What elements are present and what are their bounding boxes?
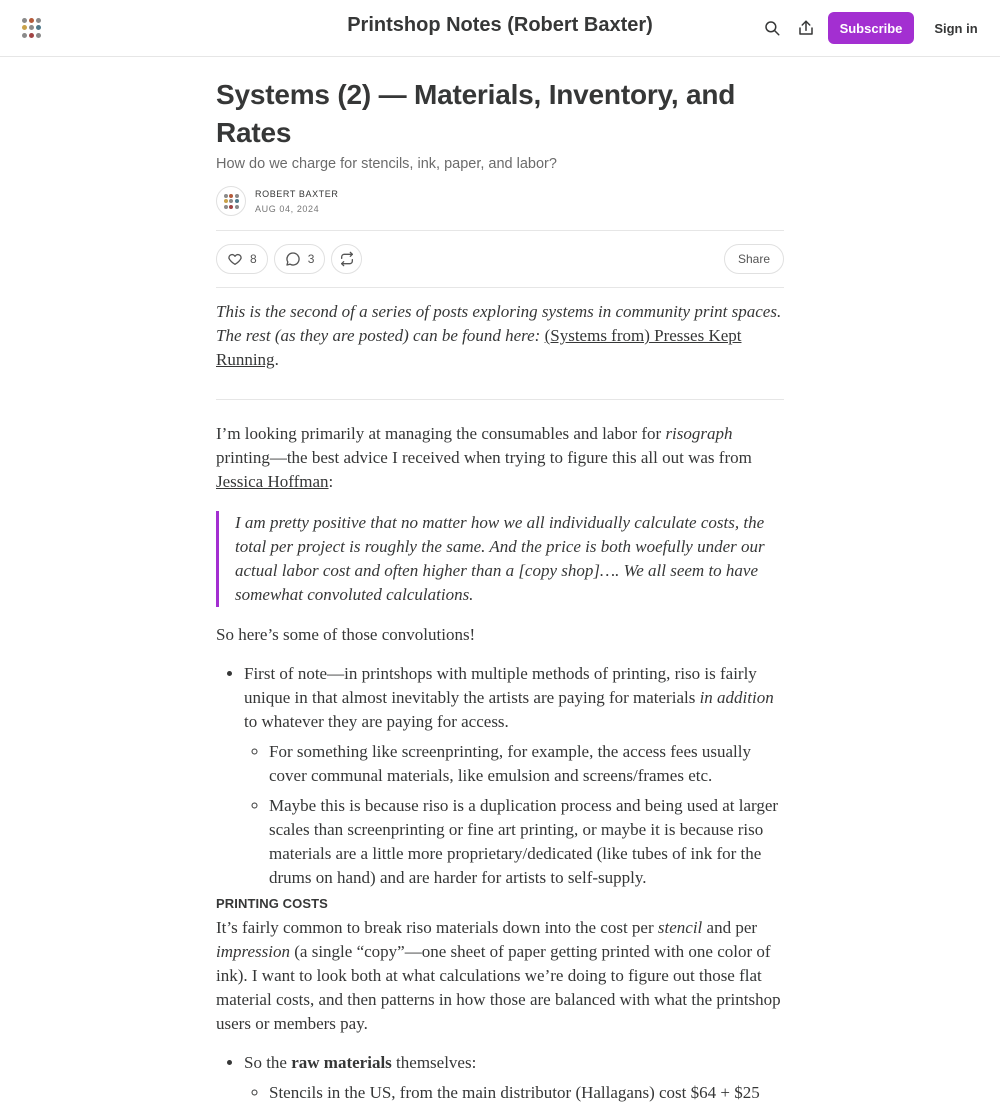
- text: and per: [702, 918, 758, 937]
- share-page-button[interactable]: [794, 16, 818, 40]
- author-link[interactable]: Jessica Hoffman: [216, 472, 329, 491]
- restack-icon: [339, 251, 355, 267]
- bullet-list: [216, 1051, 784, 1105]
- text: printing—the best advice I received when trying to figure this all out was from: [216, 448, 752, 467]
- emphasis: risograph: [665, 424, 733, 443]
- comment-icon: [285, 251, 301, 267]
- intro-paragraph: [216, 300, 784, 372]
- search-icon: [763, 19, 781, 37]
- comment-button[interactable]: [274, 244, 326, 274]
- post-title: Systems (2) — Materials, Inventory, and Rates: [216, 79, 736, 148]
- emphasis: stencil: [657, 918, 703, 937]
- text: So the: [244, 1053, 292, 1072]
- action-bar: [216, 231, 784, 287]
- paragraph: [216, 916, 784, 1036]
- site-title[interactable]: Printshop Notes (Robert Baxter): [347, 14, 653, 36]
- intro-end: .: [274, 350, 279, 369]
- series-link[interactable]: (Systems from) Presses Kept Running: [216, 326, 742, 369]
- emphasis: in addition: [699, 688, 774, 707]
- section-heading: PRINTING COSTS: [216, 896, 328, 911]
- byline: [216, 186, 784, 216]
- text: (a single “copy”—one sheet of paper getting printed with one color of ink). I want to look both at what calculations we’re doing to figure out those flat material costs, and then patterns in how those are balanced with what the printshop users or members pay.: [216, 942, 781, 1033]
- list-item: [244, 1051, 784, 1105]
- like-count: 8: [250, 252, 257, 266]
- list-item: [244, 662, 784, 890]
- intro-text: This is the second of a series of posts exploring systems in community print spaces. The rest (as they are posted) can be found here:: [216, 302, 782, 345]
- publication-logo[interactable]: [22, 18, 42, 38]
- paragraph: So here’s some of those convolutions!: [216, 625, 476, 644]
- text: First of note—in printshops with multiple methods of printing, riso is fairly unique in that almost inevitably the artists are paying for materials: [244, 664, 757, 707]
- search-button[interactable]: [760, 16, 784, 40]
- post-date: AUG 04, 2024: [255, 203, 320, 214]
- sub-list: [244, 1081, 784, 1105]
- list-item: ◦ Stencils in the US, from the main distributor (Hallagans) cost $64 + $25: [269, 1081, 784, 1105]
- heart-icon: [227, 251, 243, 267]
- comment-count: 3: [307, 252, 315, 266]
- share-icon: [797, 19, 815, 37]
- blockquote: I am pretty positive that no matter how we all individually calculate costs, the total per project is roughly the same. And the price is both woefully under our actual labor cost and often higher than a [copy shop]…. We all seem to have somewhat convoluted calculations.: [216, 511, 784, 607]
- post-subtitle: How do we charge for stencils, ink, paper, and labor?: [216, 156, 557, 172]
- author-name[interactable]: ROBERT BAXTER: [255, 188, 339, 199]
- divider: [216, 287, 784, 288]
- paragraph: [216, 422, 784, 494]
- divider: [216, 399, 784, 400]
- text: themselves:: [391, 1053, 477, 1072]
- bullet-list: [216, 662, 784, 890]
- list-item: ◦ For something like screenprinting, for example, the access fees usually cover communal materials, like emulsion and screens/frames etc.: [269, 740, 784, 788]
- sub-list: [244, 740, 784, 890]
- strong-text: raw materials: [291, 1053, 392, 1072]
- list-item: ◦ Maybe this is because riso is a duplication process and being used at larger scales than screenprinting or fine art printing, or maybe it is because riso materials are a little more proprietary/dedicated (like tubes of ink for the drums on hand) and are harder for artists to self-supply.: [269, 794, 784, 890]
- text: I’m looking primarily at managing the consumables and labor for: [216, 424, 666, 443]
- emphasis: impression: [216, 942, 290, 961]
- subscribe-button[interactable]: Subscribe: [828, 12, 914, 44]
- article: [216, 76, 784, 1111]
- author-avatar[interactable]: [216, 186, 246, 216]
- top-bar: [0, 0, 1000, 57]
- text: :: [328, 472, 334, 491]
- text: It’s fairly common to break riso materials down into the cost per: [216, 918, 658, 937]
- like-button[interactable]: [216, 244, 268, 274]
- share-button[interactable]: Share: [724, 244, 784, 274]
- restack-button[interactable]: [331, 244, 362, 274]
- text: to whatever they are paying for access.: [244, 712, 509, 731]
- sign-in-button[interactable]: Sign in: [934, 20, 978, 36]
